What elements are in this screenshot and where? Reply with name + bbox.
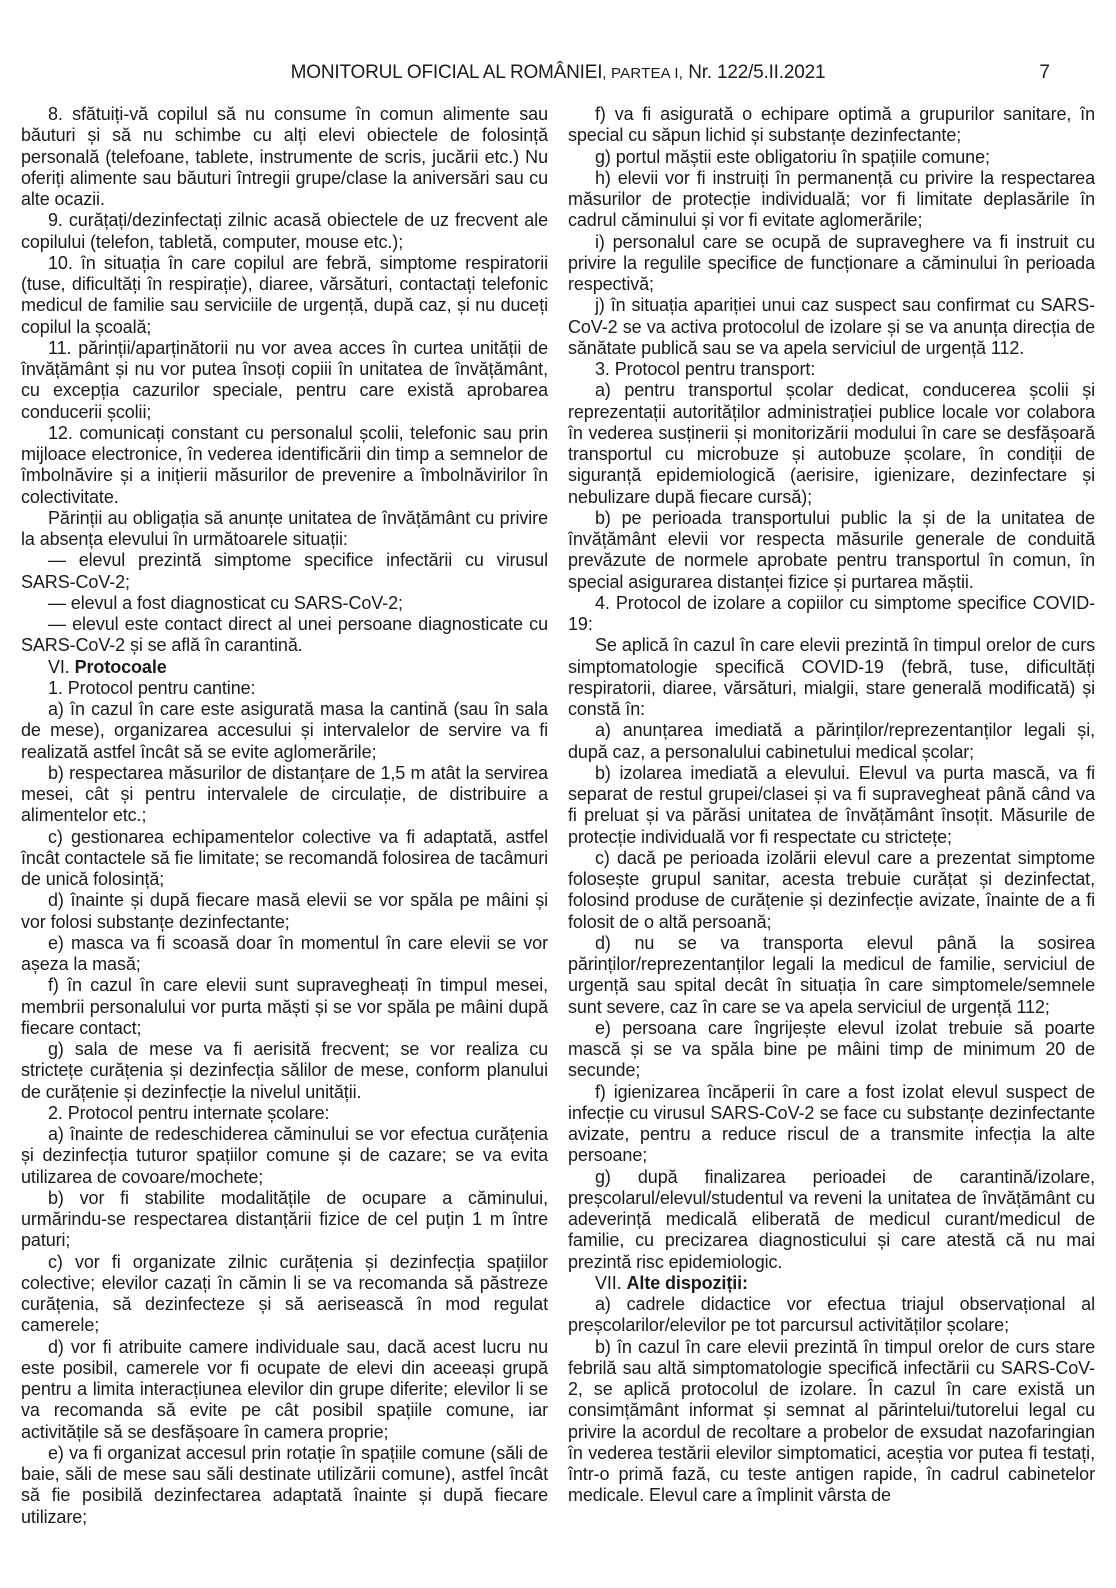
paragraph: — elevul a fost diagnosticat cu SARS-CoV-2; — [48, 592, 403, 613]
paragraph: f) în cazul în care elevii sunt supravegheați în timpul mesei, membrii personalului vor purta măști și se vor spăla pe mâini după fiecare contact; — [21, 975, 548, 1038]
paragraph: d) nu se va transporta elevul până la sosirea părinților/reprezentanților legali la medicul de familie, serviciul de urgență sau spital decât în situația în care simptomele/semnele sunt severe, caz în care se va apela serviciul de urgență 112; — [568, 932, 1095, 1017]
paragraph: 1. Protocol pentru cantine: — [48, 677, 256, 698]
paragraph: e) va fi organizat accesul prin rotație în spațiile comune (săli de baie, săli de mese sau săli destinate utilizării comune), astfel încât să fie posibilă dezinfectarea adaptată înainte și după fiecare utilizare; — [21, 1442, 548, 1527]
page-number: 7 — [1039, 62, 1050, 83]
paragraph: 3. Protocol pentru transport: — [595, 359, 816, 379]
paragraph: a) cadrele didactice vor efectua triajul observațional al preșcolarilor/elevilor pe tot parcursul activităților școlare; — [568, 1294, 1095, 1336]
paragraph: Părinții au obligația să anunțe unitatea de învățământ cu privire la absența elevului în următoarele situații: — [21, 507, 548, 549]
paragraph: a) în cazul în care este asigurată masa la cantină (sau în sala de mese), organizarea accesului și intervalelor de servire va fi realizată astfel încât să se evite aglomerările; — [21, 699, 548, 762]
section-heading-bold: Alte dispoziții: — [626, 1272, 748, 1293]
paragraph: 8. sfătuiți-vă copilul să nu consume în comun alimente sau băuturi și să nu schimbe cu alți elevi obiectele de folosință personală (telefoane, tablete, instrumente de scris, jucării etc.) Nu oferiți alimente sau băuturi întregii grupe/clase la aniversări sau cu alte ocazii. — [21, 104, 548, 209]
paragraph: b) în cazul în care elevii prezintă în timpul orelor de curs stare febrilă sau altă simptomatologie specifică infectării cu SARS-CoV-2, se aplică protocolul de izolare. În cazul în care există un consimțământ informat și semnat al părintelui/tutorelui legal cu privire la acordul de recoltare a probelor de exsudat nazofaringian în vederea testării elevilor simptomatici, aceștia vor putea fi testați, într-o primă fază, cu teste antigen rapide, în cadrul cabinetelor medicale. Elevul care a împlinit vârsta de — [568, 1336, 1095, 1506]
paragraph: e) masca va fi scoasă doar în momentul în care elevii se vor așeza la masă; — [21, 932, 548, 974]
document-body — [21, 104, 1095, 1528]
paragraph: — elevul este contact direct al unei persoane diagnosticate cu SARS-CoV-2 și se află în carantină. — [21, 614, 548, 656]
paragraph: a) înainte de redeschiderea căminului se vor efectua curățenia și dezinfecția tuturor spațiilor comune și de cazare; se va evita utilizarea de covoare/mochete; — [21, 1124, 548, 1187]
section-heading: VI. Protocoale — [48, 656, 167, 677]
paragraph: d) înainte și după fiecare masă elevii se vor spăla pe mâini și vor folosi substanțe dezinfectante; — [21, 890, 548, 932]
paragraph: b) vor fi stabilite modalitățile de ocupare a căminului, urmărindu-se respectarea distanțării fizice de cel puțin 1 m între paturi; — [21, 1187, 548, 1251]
paragraph: c) dacă pe perioada izolării elevul care a prezentat simptome folosește grupul sanitar, acesta trebuie curățat și dezinfectat, folosind produse de curățenie și dezinfecție avizate, înainte de a fi folosit de o altă persoană; — [568, 847, 1095, 932]
paragraph: 10. în situația în care copilul are febră, simptome respiratorii (tuse, dificultăți în respirație), diaree, vărsături, contactați telefonic medicul de familie sau serviciile de urgență, după caz, și nu duceți copilul la școală; — [21, 252, 548, 337]
paragraph: i) personalul care se ocupă de supraveghere va fi instruit cu privire la regulile specifice de funcționare a căminului în perioada respectivă; — [568, 231, 1095, 294]
paragraph: 11. părinții/aparținătorii nu vor avea acces în curtea unității de învățământ și nu vor putea însoți copiii în unitatea de învățământ, cu excepția cazurilor speciale, pentru care există aprobarea conducerii școlii; — [21, 337, 548, 422]
paragraph: f) igienizarea încăperii în care a fost izolat elevul suspect de infecție cu virusul SARS-CoV-2 se face cu substanțe dezinfectante avizate, pentru a reduce riscul de a transmite infecția la alte persoane; — [568, 1081, 1095, 1166]
paragraph: f) va fi asigurată o echipare optimă a grupurilor sanitare, în special cu săpun lichid și substanțe dezinfectante; — [568, 104, 1095, 146]
paragraph: b) pe perioada transportului public la și de la unitatea de învățământ elevii vor respecta măsurile generale de conduită prevăzute de normele aprobate pentru transportul în comun, în special asigurarea distanței fizice și purtarea măștii. — [568, 507, 1095, 592]
paragraph: g) sala de mese va fi aerisită frecvent; se vor realiza cu strictețe curățenia și dezinfecția sălilor de mese, conform planului de curățenie și dezinfecție la nivelul unității. — [21, 1039, 548, 1102]
gazette-title-issue: Nr. 122/5.II.2021 — [683, 62, 826, 83]
paragraph: j) în situația apariției unui caz suspect sau confirmat cu SARS-CoV-2 se va activa protocolul de izolare și se va anunța direcția de sănătate publică sau se va apela serviciul de urgență 112. — [568, 295, 1095, 358]
paragraph: e) persoana care îngrijește elevul izolat trebuie să poarte mască și se va spăla bine pe mâini timp de minimum 20 de secunde; — [568, 1017, 1095, 1081]
paragraph: d) vor fi atribuite camere individuale sau, dacă acest lucru nu este posibil, camerele vor fi ocupate de elevi din aceeași grupă pentru a limita interacțiunea elevilor din grupe diferite; elevilor li se va recomanda să evite pe cât posibil spațiile comune, iar activitățile să se desfășoare în camera proprie; — [21, 1336, 548, 1442]
paragraph: Se aplică în cazul în care elevii prezintă în timpul orelor de curs simptomatologie specifică COVID-19 (febră, tuse, dificultăți respiratorii, diaree, vărsături, mialgii, stare generală modificată) și constă în: — [568, 635, 1095, 719]
paragraph: c) vor fi organizate zilnic curățenia și dezinfecția spațiilor colective; elevilor cazați în cămin li se va recomanda să păstreze curățenia, să dezinfecteze și să aerisească în mod regulat camerele; — [21, 1251, 548, 1336]
paragraph: g) portul măștii este obligatoriu în spațiile comune; — [595, 146, 990, 167]
paragraph: b) respectarea măsurilor de distanțare de 1,5 m atât la servirea mesei, cât și pentru intervalele de circulație, de distribuire a alimentelor etc.; — [21, 762, 548, 826]
paragraph: 2. Protocol pentru internate școlare: — [48, 1102, 330, 1123]
gazette-title-part: , PARTEA I, — [602, 65, 684, 82]
paragraph: 12. comunicați constant cu personalul școlii, telefonic sau prin mijloace electronice, în vederea identificării din timp a semnelor de îmbolnăvire și a inițierii măsurilor de prevenire a îmbolnăvirilor în colectivitate. — [21, 422, 548, 507]
paragraph: g) după finalizarea perioadei de carantină/izolare, preșcolarul/elevul/studentul va reveni la unitatea de învățământ cu adeverință medicală eliberată de medicul curant/medicul de familie, cu precizarea diagnosticului și care atestă că nu mai prezintă risc epidemiologic. — [568, 1166, 1095, 1272]
paragraph: a) anunțarea imediată a părinților/reprezentanților legali și, după caz, a personalului cabinetului medical școlar; — [568, 720, 1095, 762]
paragraph: 4. Protocol de izolare a copiilor cu simptome specifice COVID-19: — [568, 592, 1095, 634]
page-header — [0, 60, 1116, 86]
paragraph: a) pentru transportul școlar dedicat, conducerea școlii și reprezentații autorităților administrației publice locale vor colabora în vederea susținerii și monitorizării modului în care se desfășoară transportul cu microbuze și autobuze școlare, în condiții de siguranță epidemiologică (aerisire, igienizare, dezinfectare și nebulizare după fiecare cursă); — [568, 380, 1095, 507]
paragraph: — elevul prezintă simptome specifice infectării cu virusul SARS-CoV-2; — [21, 550, 548, 592]
gazette-title-main: MONITORUL OFICIAL AL ROMÂNIEI — [290, 62, 603, 83]
paragraph: b) izolarea imediată a elevului. Elevul va purta mască, va fi separat de restul grupei/clasei și va fi supravegheat până când va fi preluat și va părăsi unitatea de învățământ însoțit. Măsurile de protecție individuală vor fi respectate cu strictețe; — [568, 762, 1095, 847]
paragraph: c) gestionarea echipamentelor colective va fi adaptată, astfel încât contactele să fie limitate; se recomandă folosirea de tacâmuri de unică folosință; — [21, 826, 548, 889]
paragraph: h) elevii vor fi instruiți în permanență cu privire la respectarea măsurilor de protecție individuală; vor fi limitate deplasările în cadrul căminului și vor fi evitate aglomerările; — [568, 167, 1095, 231]
section-heading-bold: Protocoale — [74, 656, 167, 677]
column-right — [568, 104, 1095, 1528]
gazette-title — [0, 60, 1116, 87]
column-left — [21, 104, 548, 1528]
paragraph: 9. curățați/dezinfectați zilnic acasă obiectele de uz frecvent ale copilului (telefon, tabletă, computer, mouse etc.); — [21, 210, 548, 252]
section-heading: VII. Alte dispoziții: — [595, 1272, 748, 1293]
